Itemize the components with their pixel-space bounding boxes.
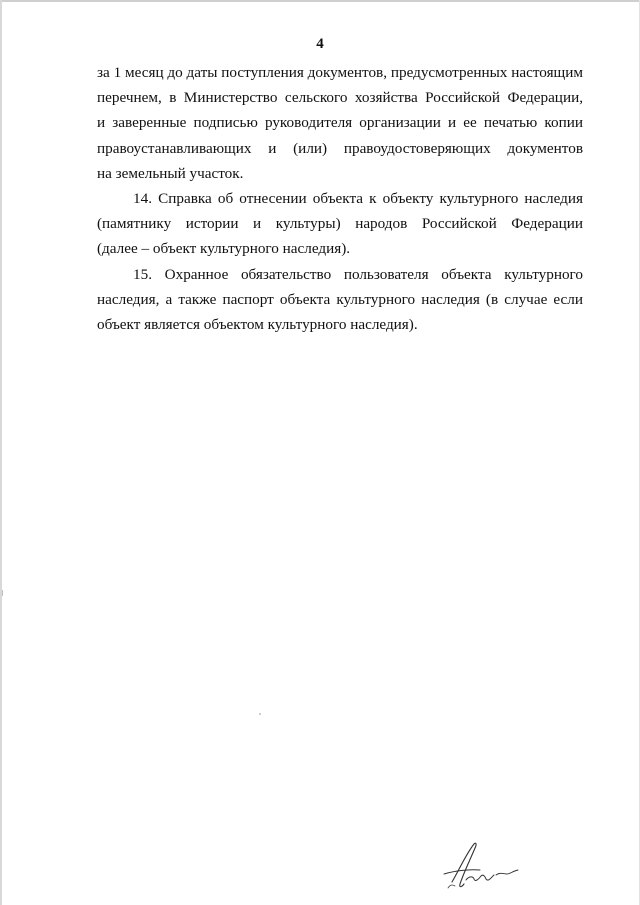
page-number: 4: [316, 36, 324, 52]
signature-image: [438, 838, 528, 894]
scan-edge-top: [0, 0, 640, 2]
scan-edge-left: [0, 0, 2, 905]
scan-speck: [2, 590, 3, 596]
paragraph-14-line-3: (далее – объект культурного наследия).: [97, 240, 351, 258]
paragraph-15-line-2: наследия, а также паспорт объекта культурного наследия (в случае если: [97, 290, 583, 308]
scan-speck: [259, 713, 261, 715]
paragraph-1-line-5: на земельный участок.: [97, 164, 244, 182]
paragraph-1-line-3: и заверенные подписью руководителя организации и ее печатью копии: [97, 114, 583, 132]
paragraph-15-line-1: 15. Охранное обязательство пользователя объекта культурного: [133, 265, 583, 283]
paragraph-1-line-4: правоустанавливающих и (или) правоудостоверяющих документов: [97, 139, 583, 157]
document-body: [97, 60, 583, 337]
paragraph-14-line-2: (памятнику истории и культуры) народов Российской Федерации: [97, 215, 583, 233]
paragraph-1-line-2: перечнем, в Министерство сельского хозяйства Российской Федерации,: [97, 89, 583, 107]
paragraph-14-line-1: 14. Справка об отнесении объекта к объекту культурного наследия: [133, 189, 583, 207]
paragraph-1-line-1: за 1 месяц до даты поступления документов, предусмотренных настоящим: [97, 64, 583, 81]
paragraph-15-line-3: объект является объектом культурного наследия).: [97, 315, 418, 333]
